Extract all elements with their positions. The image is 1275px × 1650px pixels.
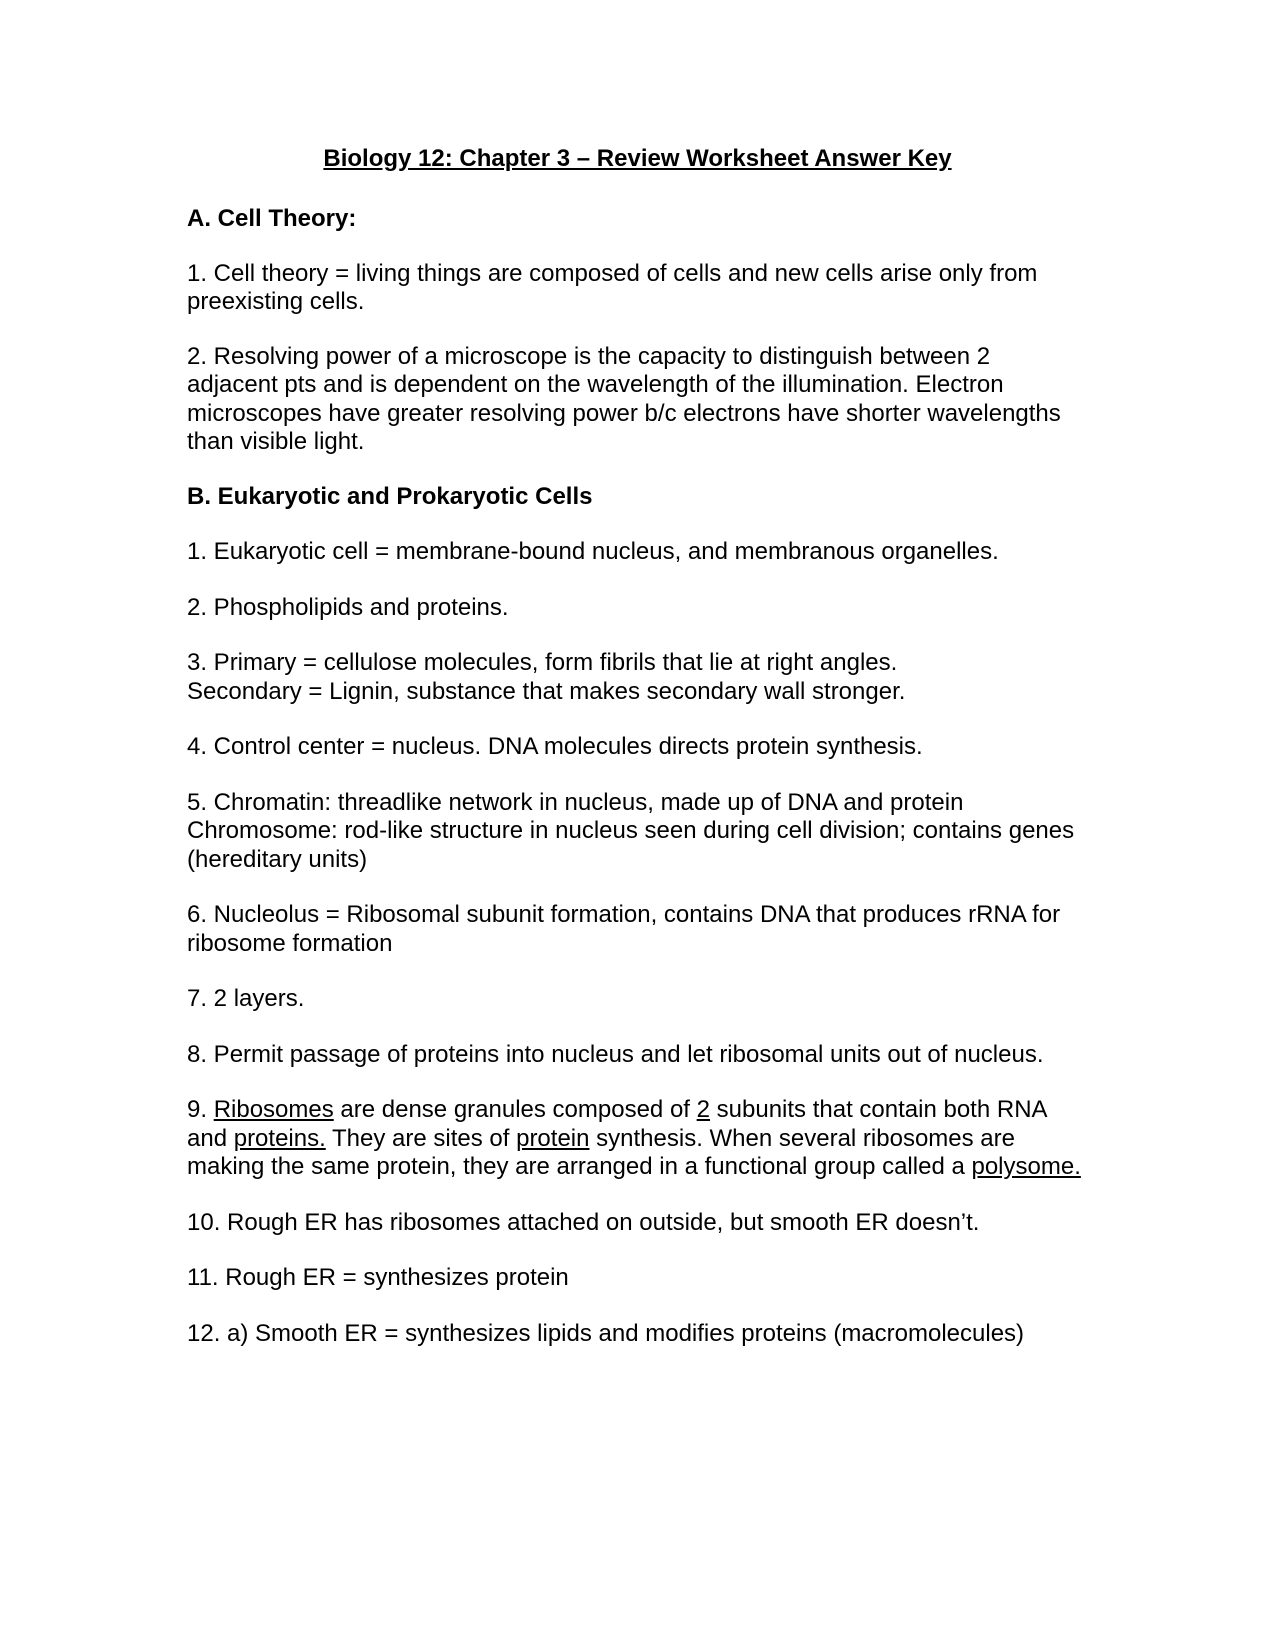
item-9-blank-proteins: proteins. <box>233 1124 326 1152</box>
worksheet-content <box>187 205 1087 1348</box>
item-3-secondary: Secondary = Lignin, substance that makes secondary wall stronger. <box>187 677 906 705</box>
item-9-prefix: 9. <box>187 1096 214 1123</box>
item-9-text-3: They are sites of <box>325 1124 517 1152</box>
item-9-text-2: subunits that contain both RNA and <box>187 1096 1047 1152</box>
item-9-blank-ribosomes: Ribosomes <box>213 1096 334 1123</box>
item-5-chromosome: Chromosome: rod-like structure in nucleus seen during cell division; contains genes (hereditary units) <box>187 817 1075 873</box>
section-b-item-3 <box>187 649 1087 706</box>
section-b-item-7: 7. 2 layers. <box>187 985 305 1012</box>
item-9-blank-subunits: 2 <box>696 1096 710 1123</box>
section-b-heading: B. Eukaryotic and Prokaryotic Cells <box>187 482 593 510</box>
section-b-item-10: 10. Rough ER has ribosomes attached on outside, but smooth ER doesn’t. <box>187 1208 980 1236</box>
section-a-heading: A. Cell Theory: <box>187 205 357 232</box>
section-b-item-5 <box>187 789 1087 875</box>
item-5-chromatin: 5. Chromatin: threadlike network in nucleus, made up of DNA and protein <box>187 788 964 816</box>
section-a-item-2: 2. Resolving power of a microscope is the capacity to distinguish between 2 adjacent pts and is dependent on the wavelength of the illumination. Electron microscopes have greater resolving power b/c electrons have shorter wavelengths than visible light. <box>187 342 1061 455</box>
item-9-text-1: are dense granules composed of <box>333 1096 697 1123</box>
item-9-blank-polysome: polysome. <box>971 1153 1081 1180</box>
section-a-item-1: 1. Cell theory = living things are composed of cells and new cells arise only from preexisting cells. <box>187 259 1038 315</box>
section-b-item-2: 2. Phospholipids and proteins. <box>187 593 509 621</box>
page-title: Biology 12: Chapter 3 – Review Worksheet Answer Key <box>323 145 952 172</box>
section-b-item-4: 4. Control center = nucleus. DNA molecules directs protein synthesis. <box>187 733 923 760</box>
section-b-item-9 <box>187 1096 1087 1182</box>
section-b-item-6: 6. Nucleolus = Ribosomal subunit formation, contains DNA that produces rRNA for ribosome formation <box>187 901 1061 957</box>
section-b-item-1: 1. Eukaryotic cell = membrane-bound nucleus, and membranous organelles. <box>187 538 999 565</box>
section-b-item-11: 11. Rough ER = synthesizes protein <box>187 1264 569 1291</box>
item-3-primary: 3. Primary = cellulose molecules, form fibrils that lie at right angles. <box>187 649 898 676</box>
section-b-item-12: 12. a) Smooth ER = synthesizes lipids and modifies proteins (macromolecules) <box>187 1319 1025 1347</box>
item-9-text-4: synthesis. When several ribosomes are making the same protein, they are arranged in a functional group called a <box>187 1124 1015 1180</box>
item-9-blank-protein: protein <box>516 1124 590 1152</box>
section-b-item-8: 8. Permit passage of proteins into nucleus and let ribosomal units out of nucleus. <box>187 1040 1044 1068</box>
